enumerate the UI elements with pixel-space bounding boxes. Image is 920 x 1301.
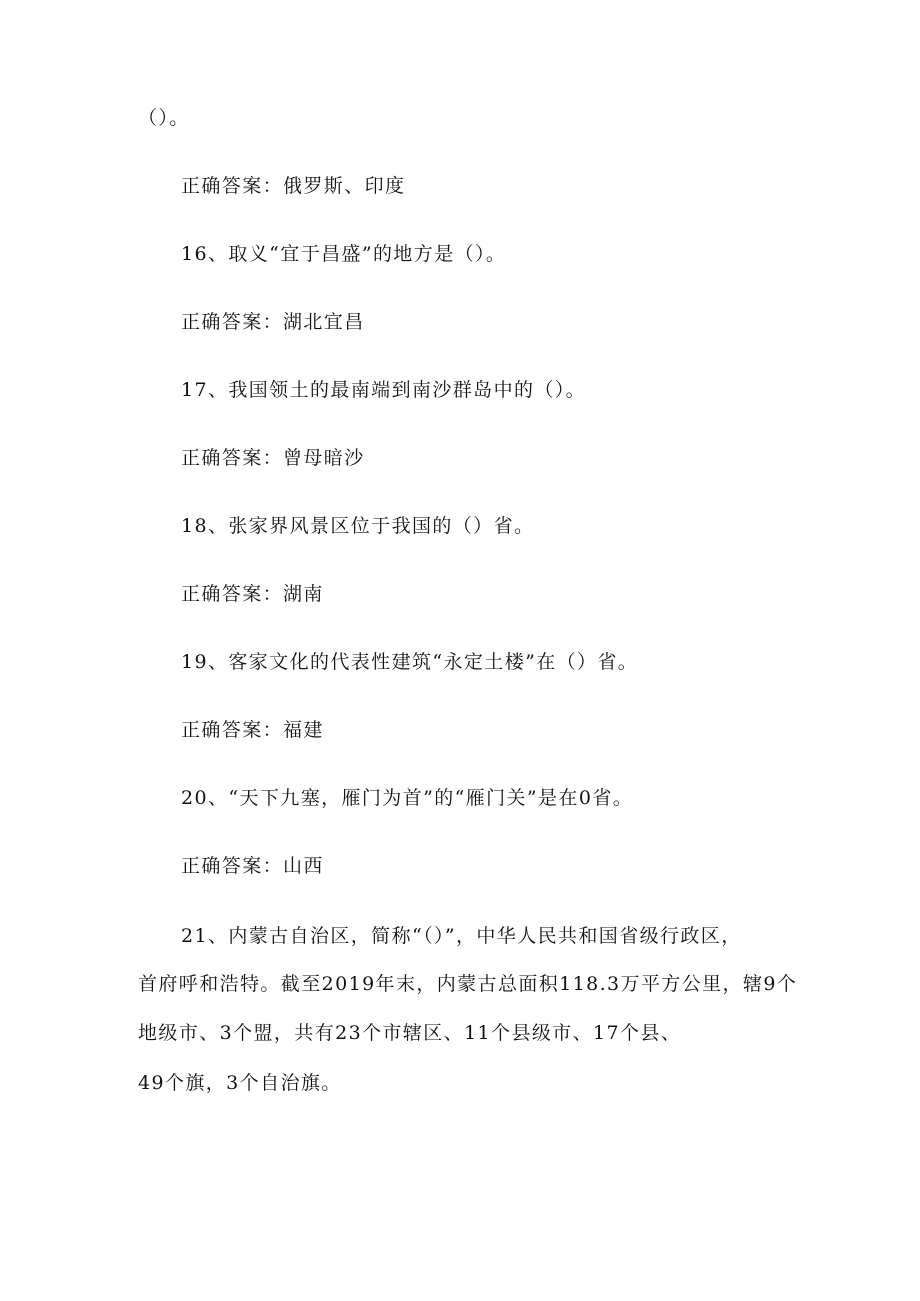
question-21-line-3: 地级市、3个盟，共有23个市辖区、11个县级市、17个县、: [138, 1022, 682, 1044]
answer-17: 正确答案：曾母暗沙: [181, 447, 365, 469]
question-20: 20、“天下九塞，雁门为首”的“雁门关”是在0省。: [181, 787, 634, 809]
question-21-line-4: 49个旗，3个自治旗。: [138, 1072, 342, 1094]
question-16: 16、取义“宜于昌盛”的地方是（）。: [181, 243, 507, 265]
answer-15: 正确答案：俄罗斯、印度: [181, 175, 406, 197]
answer-20: 正确答案：山西: [181, 855, 324, 877]
answer-19: 正确答案：福建: [181, 719, 324, 741]
question-17: 17、我国领土的最南端到南沙群岛中的（）。: [181, 379, 587, 401]
question-19: 19、客家文化的代表性建筑“永定土楼”在（）省。: [181, 651, 639, 673]
answer-18: 正确答案：湖南: [181, 583, 324, 605]
question-18: 18、张家界风景区位于我国的（）省。: [181, 515, 535, 537]
previous-question-tail: （）。: [138, 107, 190, 129]
question-21-line-2: 首府呼和浩特。截至2019年末，内蒙古总面积118.3万平方公里，辖9个: [138, 973, 798, 995]
answer-16: 正确答案：湖北宜昌: [181, 311, 365, 333]
question-21-line-1: 21、内蒙古自治区，简称“（）”，中华人民共和国省级行政区，: [181, 925, 742, 947]
